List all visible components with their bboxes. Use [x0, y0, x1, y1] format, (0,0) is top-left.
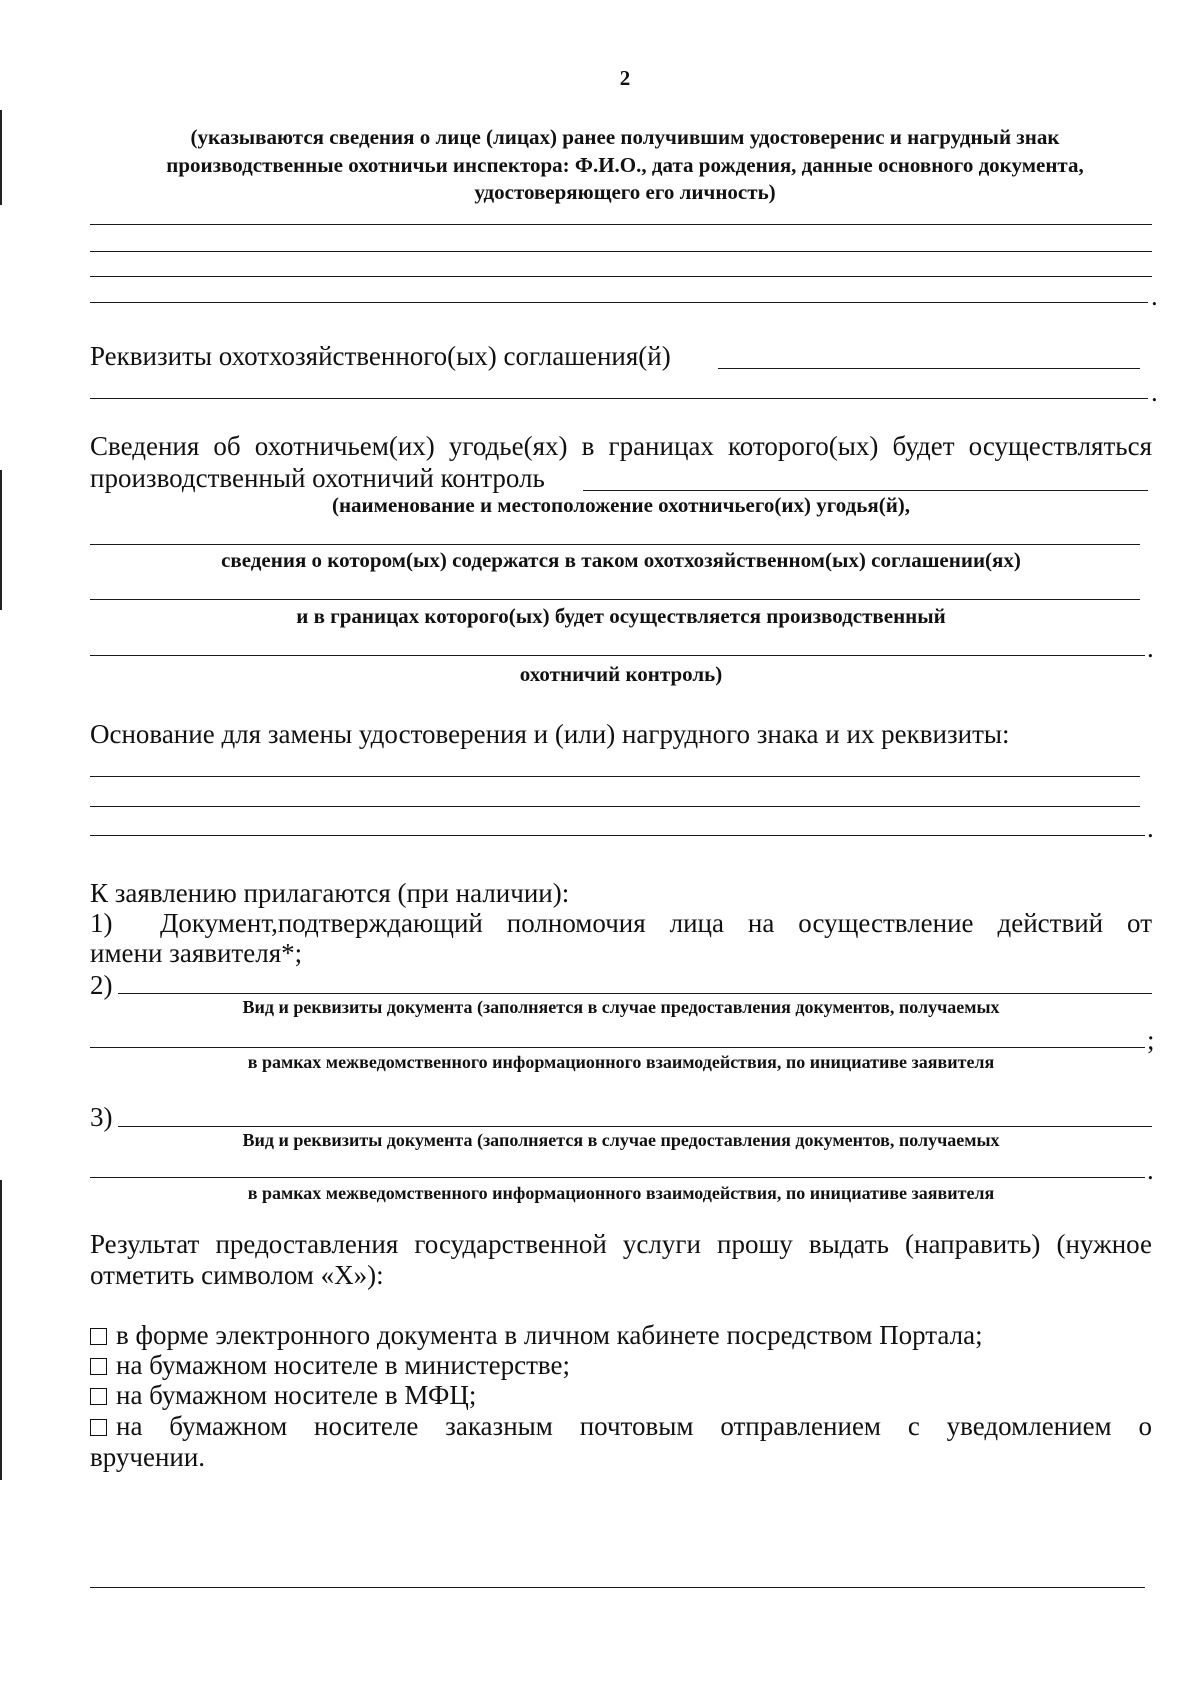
scan-edge-mark [0, 470, 2, 610]
option-post[interactable]: на бумажном носителе заказным почтовым отправлением с уведомлением о [90, 1410, 1152, 1442]
option-electronic[interactable]: в форме электронного документа в личном кабинете посредством Портала; [90, 1319, 983, 1351]
fill-line[interactable] [90, 776, 1140, 777]
hunting-grounds-line-1: Сведения об охотничьем(их) угодье(ях) в границах которого(ых) будет осуществляться [90, 431, 1152, 461]
attachment-1-number: 1) [90, 908, 113, 938]
line-end-dot: . [1147, 633, 1154, 663]
attachment-2-hint-2: в рамках межведомственного информационного взаимодействия, по инициативе заявителя [247, 1052, 995, 1072]
hunting-grounds-hint-3: и в границах которого(ых) будет осуществляется производственный [296, 604, 946, 628]
replacement-label: Основание для замены удостоверения и (или) нагрудного знака и их реквизиты: [90, 719, 1010, 749]
option-mfc[interactable]: на бумажном носителе в МФЦ; [90, 1379, 476, 1411]
fill-line[interactable] [90, 835, 1145, 836]
attachment-3-hint-2: в рамках межведомственного информационного взаимодействия, по инициативе заявителя [247, 1183, 995, 1203]
scan-edge-mark [0, 1180, 2, 1480]
fill-line[interactable] [90, 276, 1152, 277]
fill-line[interactable] [90, 251, 1152, 252]
agreement-field[interactable] [718, 368, 1140, 369]
attachment-1-text-cont: имени заявителя*; [90, 938, 303, 968]
attachment-3-number: 3) [90, 1102, 113, 1132]
hunting-grounds-line-2: производственный охотничий контроль [90, 463, 545, 493]
attachment-1-text: Документ,подтверждающий полномочия лица на осуществление действий от [160, 908, 1152, 938]
hunting-grounds-field[interactable] [583, 490, 1148, 491]
attachment-2-hint-1: Вид и реквизиты документа (заполняется в случае предоставления документов, получаемых [242, 997, 1000, 1017]
checkbox[interactable] [90, 1328, 107, 1345]
attachment-3-field-2[interactable] [90, 1177, 1145, 1178]
line-end-dot: . [1151, 377, 1158, 407]
attachment-2-field-2[interactable] [90, 1047, 1145, 1048]
line-end-dot: . [1151, 281, 1158, 311]
fill-line[interactable] [90, 655, 1145, 656]
agreement-label: Реквизиты охотхозяйственного(ых) соглашения(й) [90, 341, 671, 371]
scan-edge-mark [0, 110, 2, 205]
option-ministry[interactable]: на бумажном носителе в министерстве; [90, 1349, 570, 1381]
line-end-dot: . [1147, 1155, 1154, 1185]
applicant-note-line-2: производственные охотничьи инспектора: Ф.И.О., дата рождения, данные основного документа, [166, 153, 1084, 177]
fill-line[interactable] [90, 599, 1140, 600]
hunting-grounds-hint-2: сведения о котором(ых) содержатся в таком охотхозяйственном(ых) соглашении(ях) [221, 548, 1021, 572]
fill-line[interactable] [90, 302, 1148, 303]
attachment-2-field[interactable] [118, 993, 1152, 994]
bottom-line [90, 1587, 1145, 1588]
result-line-2: отметить символом «Х»): [90, 1260, 384, 1290]
applicant-note-line-1: (указываются сведения о лице (лицах) ранее получившим удостоверенис и нагрудный знак [190, 125, 1060, 149]
result-line-1: Результат предоставления государственной услуги прошу выдать (направить) (нужное [90, 1229, 1152, 1259]
fill-line[interactable] [90, 224, 1152, 225]
hunting-grounds-hint-4: охотничий контроль) [519, 662, 723, 686]
attachment-3-hint-1: Вид и реквизиты документа (заполняется в случае предоставления документов, получаемых [242, 1130, 1000, 1150]
checkbox[interactable] [90, 1388, 107, 1405]
fill-line[interactable] [90, 806, 1140, 807]
attachment-3-field[interactable] [118, 1126, 1152, 1127]
fill-line[interactable] [90, 544, 1140, 545]
hunting-grounds-hint-1: (наименование и местоположение охотничьего(их) угодья(й), [331, 493, 911, 517]
checkbox[interactable] [90, 1419, 107, 1436]
applicant-note-line-3: удостоверяющего его личность) [474, 180, 776, 204]
line-end-semicolon: ; [1147, 1025, 1155, 1055]
page-number: 2 [619, 66, 631, 90]
checkbox[interactable] [90, 1358, 107, 1375]
option-post-cont: вручении. [90, 1442, 206, 1472]
agreement-field-2[interactable] [90, 398, 1148, 399]
attachments-heading: К заявлению прилагаются (при наличии): [90, 878, 570, 908]
attachment-2-number: 2) [90, 970, 113, 1000]
line-end-dot: . [1147, 813, 1154, 843]
